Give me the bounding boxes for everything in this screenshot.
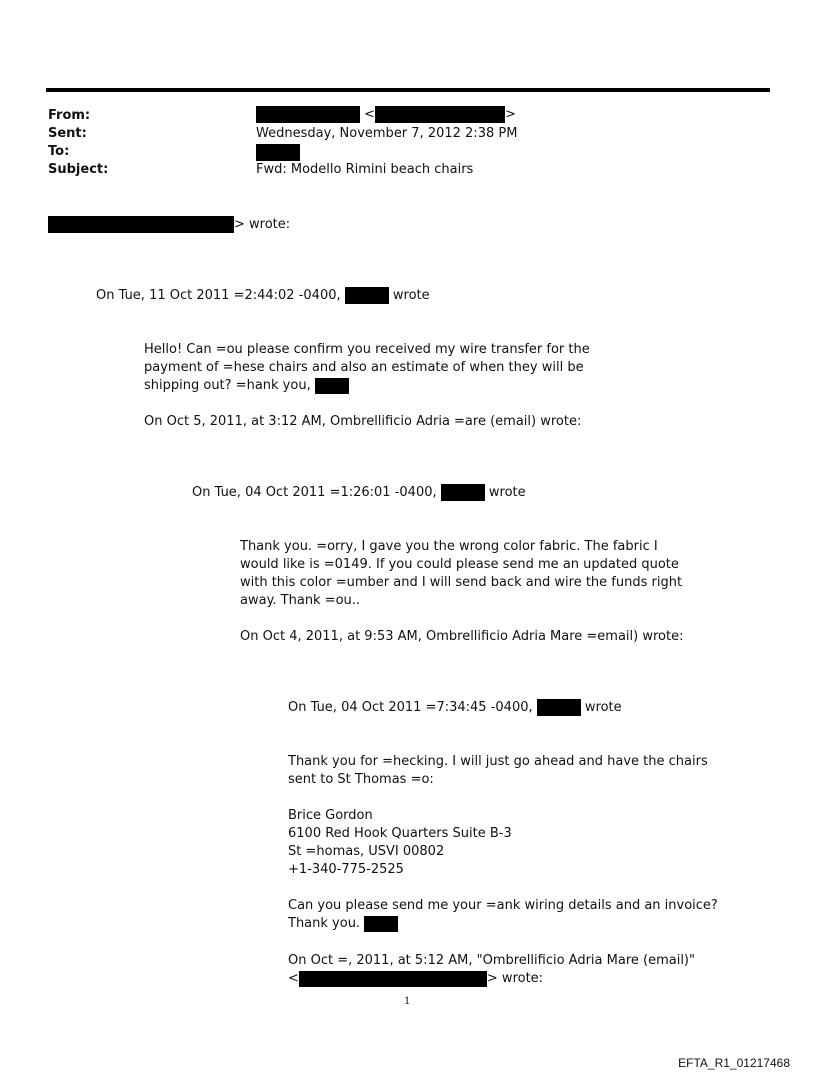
redaction-box (375, 106, 505, 123)
quote2-para2: On Oct 4, 2011, at 9:53 AM, Ombrellificio Adria Mare =email) wrote: (240, 629, 684, 644)
quote1-para2: On Oct 5, 2011, at 3:12 AM, Ombrellificio Adria =are (email) wrote: (144, 414, 582, 429)
quote3-email-open: < (288, 971, 299, 986)
quote2-para1-line4: away. Thank =ou.. (240, 593, 361, 608)
redaction-box (345, 287, 389, 304)
redaction-box (441, 484, 485, 501)
redaction-box (315, 378, 349, 394)
header-divider (46, 88, 770, 92)
quote2-para1-line2: would like is =0149. If you could please send me an updated quote (240, 557, 679, 572)
top-wrote-text: > wrote: (234, 217, 291, 232)
quote3-para3-line2 (288, 970, 543, 988)
quote1-para1-line1: Hello! Can =ou please confirm you received my wire transfer for the (144, 342, 590, 357)
address-phone: +1-340-775-2525 (288, 862, 404, 877)
to-value (256, 144, 300, 161)
subject-value: Fwd: Modello Rimini beach chairs (256, 162, 474, 177)
quote2-intro-text: On Tue, 04 Oct 2011 =1:26:01 -0400, (192, 485, 437, 500)
document-id: EFTA_R1_01217468 (678, 1056, 790, 1070)
quote2-intro-wrote: wrote (488, 485, 526, 500)
quote2-para1-line3: with this color =umber and I will send back and wire the funds right (240, 575, 683, 590)
address-name: Brice Gordon (288, 808, 373, 823)
from-email-close: > (505, 107, 516, 122)
quote1-intro-wrote: wrote (392, 288, 430, 303)
sent-label: Sent: (48, 126, 87, 141)
quote3-para2-line1: Can you please send me your =ank wiring details and an invoice? (288, 898, 718, 913)
quote1-para1-line3-text: shipping out? =hank you, (144, 378, 311, 393)
from-value (256, 106, 516, 123)
quote1-intro-text: On Tue, 11 Oct 2011 =2:44:02 -0400, (96, 288, 341, 303)
quote3-para3-wrote: > wrote: (486, 971, 544, 986)
quote3-para1-line1: Thank you for =hecking. I will just go ahead and have the chairs (288, 754, 708, 769)
subject-label: Subject: (48, 162, 109, 177)
quote3-intro-text: On Tue, 04 Oct 2011 =7:34:45 -0400, (288, 700, 533, 715)
redaction-box (364, 916, 398, 932)
quote1-para1-line3 (144, 377, 349, 395)
quote3-intro (288, 699, 622, 717)
quote1-intro (96, 287, 430, 305)
quote3-para3-line1: On Oct =, 2011, at 5:12 AM, "Ombrellificio Adria Mare (email)" (288, 953, 695, 968)
to-label: To: (48, 144, 70, 159)
quote3-para2-line2-text: Thank you. (288, 916, 361, 931)
redaction-box (48, 216, 234, 233)
redaction-box (256, 106, 360, 123)
address-line2: St =homas, USVI 00802 (288, 844, 445, 859)
quote2-intro (192, 484, 526, 502)
quote1-para1-line2: payment of =hese chairs and also an estimate of when they will be (144, 360, 584, 375)
quote3-para2-line2 (288, 915, 398, 933)
quote2-para1-line1: Thank you. =orry, I gave you the wrong color fabric. The fabric I (240, 539, 658, 554)
sent-value: Wednesday, November 7, 2012 2:38 PM (256, 126, 518, 141)
address-line1: 6100 Red Hook Quarters Suite B-3 (288, 826, 512, 841)
quote3-intro-wrote: wrote (584, 700, 622, 715)
quote3-para1-line2: sent to St Thomas =o: (288, 772, 434, 787)
redaction-box (299, 971, 487, 987)
from-label: From: (48, 108, 91, 123)
page-number: 1 (404, 996, 411, 1007)
redaction-box (256, 144, 300, 161)
from-email-open: < (364, 107, 376, 122)
top-wrote-line (48, 216, 290, 234)
redaction-box (537, 699, 581, 716)
